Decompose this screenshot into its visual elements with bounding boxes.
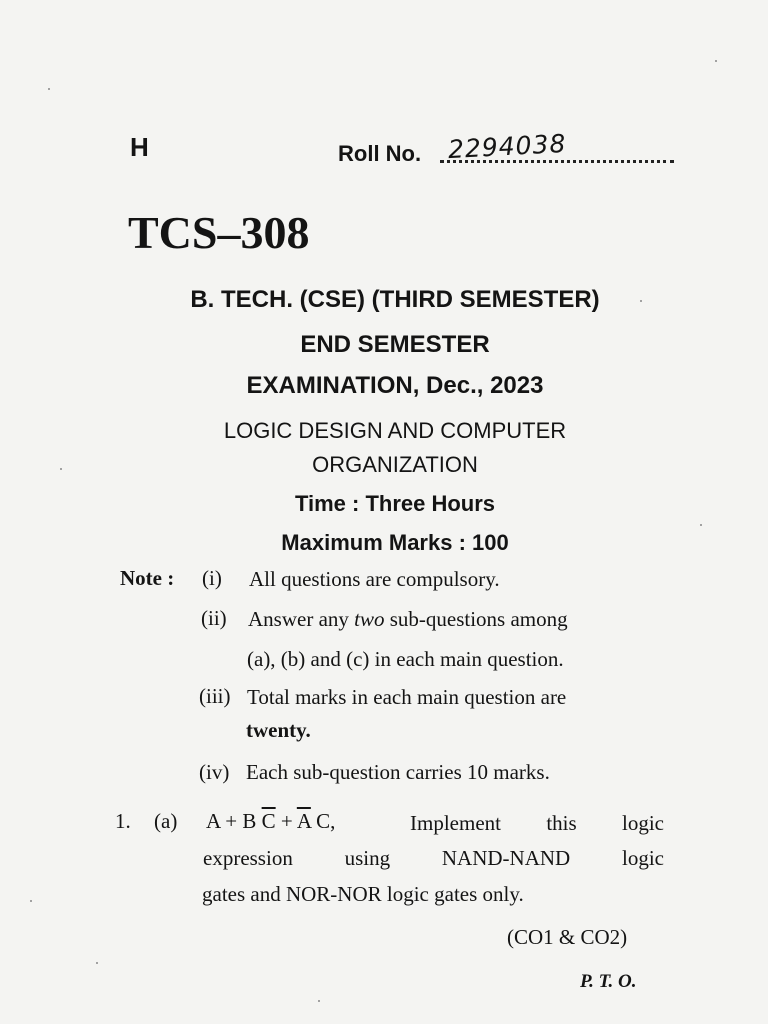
expr-term: C,	[310, 809, 336, 833]
scan-speck	[48, 88, 50, 90]
expr-term: +	[275, 809, 297, 833]
scan-speck	[96, 962, 98, 964]
note-text-continuation: (a), (b) and (c) in each main question.	[247, 647, 564, 671]
exam-heading-line2: EXAMINATION, Dec., 2023	[246, 372, 544, 399]
expr-term: A	[206, 809, 221, 833]
note-text: Each sub-question carries 10 marks.	[246, 760, 550, 784]
sub-question-label: (a)	[154, 809, 178, 833]
exam-heading-line1: END SEMESTER	[300, 331, 490, 358]
subject-line2: ORGANIZATION	[312, 452, 478, 477]
time-allowed: Time : Three Hours	[294, 491, 496, 516]
note-text-continuation: twenty.	[246, 718, 311, 742]
note-text: Total marks in each main question are	[247, 685, 567, 709]
logic-expression	[206, 809, 335, 834]
question-text: expression using NAND-NAND logic	[203, 846, 664, 870]
note-number: (i)	[202, 566, 222, 590]
scan-speck	[640, 300, 642, 302]
maximum-marks: Maximum Marks : 100	[281, 530, 509, 555]
roll-number-label: Roll No.	[338, 141, 422, 166]
note-number: (iv)	[199, 760, 230, 784]
scan-speck	[700, 524, 702, 526]
roll-number-handwritten: 2294038	[447, 128, 568, 165]
question-text: Implement this logic	[410, 811, 664, 835]
note-text-part: sub-questions among	[384, 607, 568, 631]
expr-complement-term: $\overline{C}$	[261, 809, 276, 833]
note-text	[248, 607, 668, 632]
course-outcome-tag: (CO1 & CO2)	[507, 925, 628, 949]
paper-code: H	[130, 132, 149, 162]
expr-term: + B	[220, 809, 262, 833]
subject-line1: LOGIC DESIGN AND COMPUTER	[223, 418, 567, 443]
question-number: 1.	[115, 809, 131, 833]
degree-heading: B. TECH. (CSE) (THIRD SEMESTER)	[190, 286, 600, 313]
page-turn-over: P. T. O.	[580, 971, 637, 992]
scan-speck	[30, 900, 32, 902]
scan-speck	[60, 468, 62, 470]
course-code: TCS–308	[128, 207, 310, 258]
note-number: (ii)	[201, 606, 227, 630]
expr-complement-term: $\overline{A}$	[296, 809, 311, 833]
note-text: All questions are compulsory.	[249, 567, 500, 591]
note-text-emphasis: two	[354, 607, 385, 631]
note-number: (iii)	[199, 684, 231, 708]
scan-speck	[715, 60, 717, 62]
scan-speck	[318, 1000, 320, 1002]
note-label: Note :	[120, 566, 175, 590]
question-text: gates and NOR-NOR logic gates only.	[202, 882, 524, 906]
note-text-part: Answer any	[248, 607, 355, 631]
